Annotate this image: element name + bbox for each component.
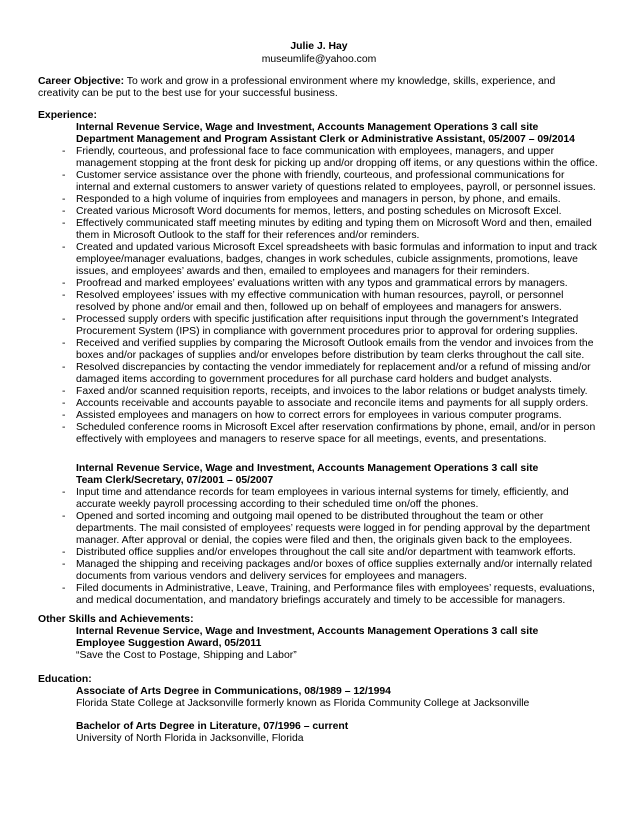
bullet-text-line: Faxed and/or scanned requisition reports, receipts, and invoices to the labor relations or budget analysts timely. [76,386,588,397]
bullet-text-line: Effectively communicated staff meeting minutes by editing and typing them on Microsoft Word and then, emailed [76,218,592,229]
education-degree-1: Associate of Arts Degree in Communications, 08/1989 – 12/1994 [76,686,391,697]
bullet-dash: - [62,511,66,522]
skills-award-quote: “Save the Cost to Postage, Shipping and Labor” [76,650,297,661]
bullet-dash: - [62,583,66,594]
bullet-text-line: and medical documentation, and mandatory briefings accurately and timely to be accessible for managers. [76,595,566,606]
bullet-text-line: Created and updated various Microsoft Excel spreadsheets with basic formulas and information to input and track [76,242,597,253]
bullet-dash: - [62,194,66,205]
bullet-text-line: Managed the shipping and receiving packages and/or boxes of office supplies externally and/or internally related [76,559,593,570]
education-school-1: Florida State College at Jacksonville formerly known as Florida Community College at Jacksonville [76,698,530,709]
career-objective [38,76,555,88]
bullet-dash: - [62,206,66,217]
bullet-dash: - [62,314,66,325]
bullet-dash: - [62,410,66,421]
job1-employer: Internal Revenue Service, Wage and Investment, Accounts Management Operations 3 call site [76,122,539,133]
bullet-dash: - [62,290,66,301]
skills-employer: Internal Revenue Service, Wage and Investment, Accounts Management Operations 3 call site [76,626,539,637]
applicant-name: Julie J. Hay [290,41,348,52]
skills-heading: Other Skills and Achievements: [38,614,194,625]
bullet-text-line: Resolved employees’ issues with my effective communication with human resources, payroll, or personnel [76,290,564,301]
bullet-text-line: Assisted employees and managers on how to correct errors for employees in various computer programs. [76,410,562,421]
bullet-text-line: resolved by phone and/or email and then, followed up on behalf of employees and managers for answers. [76,302,562,313]
bullet-text-line: effectively with employees and managers to reserve space for all meetings, events, and presentations. [76,434,547,445]
bullet-text-line: Proofread and marked employees’ evaluations written with any typos and grammatical errors by managers. [76,278,568,289]
career-objective-text: To work and grow in a professional environment where my knowledge, skills, experience, and [126,76,556,87]
bullet-text-line: employee/manager evaluations, badges, changes in work schedules, cubicle assignments, promotions, leave [76,254,578,265]
skills-award: Employee Suggestion Award, 05/2011 [76,638,262,649]
bullet-dash: - [62,398,66,409]
bullet-text-line: Resolved discrepancies by contacting the vendor immediately for replacement and/or a refund of missing and/or [76,362,591,373]
bullet-dash: - [62,559,66,570]
bullet-dash: - [62,422,66,433]
bullet-text-line: Opened and sorted incoming and outgoing mail opened to be distributed throughout the team or other [76,511,544,522]
job2-employer: Internal Revenue Service, Wage and Investment, Accounts Management Operations 3 call site [76,463,539,474]
bullet-text-line: Customer service assistance over the phone with friendly, courteous, and professional communications for [76,170,565,181]
career-objective-label: Career Objective: [38,76,125,87]
bullet-text-line: management stopping at the front desk for picking up and/or dropping off items, or any questions within the office. [76,158,598,169]
job2-title: Team Clerk/Secretary, 07/2001 – 05/2007 [76,475,274,486]
bullet-text-line: documents from various vendors and delivery services for employees and managers. [76,571,467,582]
job1-title: Department Management and Program Assistant Clerk or Administrative Assistant, 05/2007 – 09/2014 [76,134,575,145]
bullet-text-line: damaged items according to government procedures for all purchase card holders and budget analysts. [76,374,552,385]
bullet-dash: - [62,386,66,397]
bullet-text-line: Scheduled conference rooms in Microsoft Excel after reservation confirmations by phone, email, and/or in person [76,422,596,433]
bullet-text-line: Procurement System (IPS) in compliance with government procedures prior to approval for ordering supplies. [76,326,578,337]
bullet-text-line: Friendly, courteous, and professional face to face communication with employees, managers, and upper [76,146,555,157]
applicant-email: museumlife@yahoo.com [261,54,377,65]
bullet-text-line: accurate weekly payroll processing according to their scheduled time on/off the phones. [76,499,479,510]
bullet-dash: - [62,218,66,229]
bullet-text-line: Created various Microsoft Word documents for memos, letters, and posting schedules on Microsoft Excel. [76,206,562,217]
bullet-text-line: Filed documents in Administrative, Leave, Training, and Performance files with employees’ requests, evaluations, [76,583,595,594]
bullet-text-line: Responded to a high volume of inquiries from employees and managers in person, by phone, and emails. [76,194,561,205]
bullet-text-line: them in Microsoft Outlook to the staff for their references and/or reminders. [76,230,420,241]
bullet-dash: - [62,487,66,498]
bullet-dash: - [62,278,66,289]
bullet-text-line: Received and verified supplies by comparing the Microsoft Outlook emails from the vendor and invoices from the [76,338,594,349]
career-objective-text-2: creativity can be put to the best use for your successful business. [38,88,338,99]
bullet-text-line: Distributed office supplies and/or envelopes throughout the call site and/or department with teamwork efforts. [76,547,576,558]
bullet-text-line: Accounts receivable and accounts payable to associate and reconcile items and payments for all supply orders. [76,398,589,409]
education-school-2: University of North Florida in Jacksonville, Florida [76,733,304,744]
bullet-text-line: boxes and/or packages of supplies and/or envelopes before distribution by team clerks throughout the call site. [76,350,585,361]
bullet-dash: - [62,242,66,253]
education-heading: Education: [38,674,92,685]
bullet-dash: - [62,547,66,558]
bullet-text-line: departments. The mail consisted of employees’ requests were logged in for pending approval by the department [76,523,591,534]
education-degree-2: Bachelor of Arts Degree in Literature, 07/1996 – current [76,721,349,732]
bullet-dash: - [62,338,66,349]
bullet-text-line: issues, and employees’ awards and then, emailed to employees and managers for their reminders. [76,266,530,277]
bullet-dash: - [62,146,66,157]
bullet-text-line: manager. After approval or denial, the copies were filed and then, the originals given back to the employees. [76,535,573,546]
bullet-text-line: Input time and attendance records for team employees in various internal systems for timely, efficiently, and [76,487,569,498]
bullet-dash: - [62,362,66,373]
bullet-text-line: internal and external customers to answer variety of questions related to employees, payroll, or personnel issues. [76,182,596,193]
bullet-dash: - [62,170,66,181]
experience-heading: Experience: [38,110,97,121]
bullet-text-line: Processed supply orders with specific justification after requisitions input through the government’s Integrated [76,314,579,325]
